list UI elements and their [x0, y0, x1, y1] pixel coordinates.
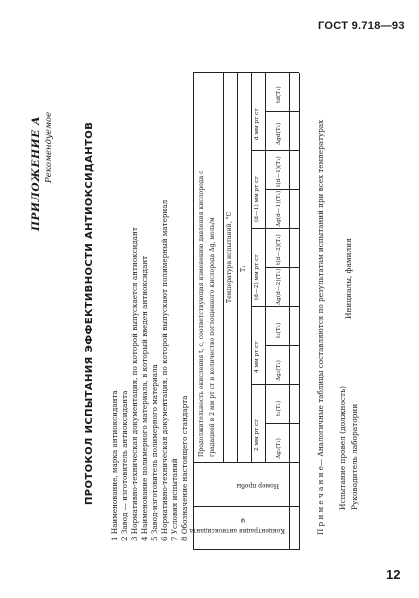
note-label: П р и м е ч а н и е: [316, 466, 325, 535]
note-text: — Аналогичные таблицы составляются по результатам испытаний при всех температурах: [316, 119, 325, 467]
protocol-item-3: 3 Нормативно-техническая документация, по которой выпускается антиоксидант: [130, 227, 139, 541]
signature-lab-head: Руководитель лаборатории: [350, 403, 359, 510]
appendix-subtitle: Рекомендуемое: [44, 111, 54, 183]
sub-header-dg-d-2: Δg(d—2)(T₁): [276, 268, 282, 305]
column-concentration-symbol: φ: [240, 517, 245, 524]
sub-header-t-d: td(T₁): [276, 86, 282, 103]
protocol-title: ПРОТОКОЛ ИСПЫТАНИЯ ЭФФЕКТИВНОСТИ АНТИОКСИДАНТОВ: [84, 121, 95, 505]
note-block: [317, 120, 324, 535]
sub-header-dg-d-1: Δg(d—1)(T₁): [276, 190, 282, 227]
pressure-header-d-2: (d—2) мм рт ст: [254, 254, 260, 300]
temperature-label: Температура испытаний, °С: [226, 211, 233, 303]
column-concentration: Концентрация антиоксиданта: [189, 527, 285, 534]
signature-tested-by: Испытание провел (должность): [338, 385, 347, 510]
temperature-symbol: T₁: [240, 265, 247, 272]
sub-header-t1: t₁(T₁): [276, 400, 282, 416]
protocol-item-6: 6 Нормативно-техническая документация, по которой выпускают полимерный материал: [160, 199, 169, 541]
table-header-desc-2: градацией в 2 мм рт ст и количество поглощенного кислорода Δg, моль/м: [209, 217, 216, 457]
page-number: 12: [386, 567, 401, 582]
pressure-header-2: 2 мм рт ст: [254, 419, 260, 451]
protocol-item-8: 8 Обозначение настоящего стандарта: [180, 395, 189, 541]
pressure-header-d-1: (d—1) мм рт ст: [254, 176, 260, 222]
column-sample-number: Номер пробы: [236, 482, 279, 489]
table-header-desc-1: Продолжительность окисления t, с, соответствующая изменению давления кислорода с: [198, 170, 205, 457]
pressure-header-4: 4 мм рт ст: [254, 341, 260, 373]
protocol-item-1: 1 Наименование, марка антиоксиданта: [110, 390, 119, 541]
protocol-item-2: 2 Завод — изготовитель антиоксиданта: [120, 390, 129, 541]
sub-header-dg1: Δg₁(T₁): [276, 438, 282, 459]
rotated-page-content: [27, 45, 379, 555]
sub-header-t-d-1: t(d—1)(T₁): [276, 156, 282, 187]
sub-header-dg-d: Δgd(T₁): [276, 122, 282, 145]
sub-header-t-d-2: t(d—2)(T₁): [276, 234, 282, 265]
appendix-title: ПРИЛОЖЕНИЕ А: [30, 115, 42, 231]
standard-header: ГОСТ 9.718—93: [318, 20, 405, 32]
pressure-header-d: d мм рт ст: [254, 108, 260, 140]
protocol-item-4: 4 Наименование полимерного материала, в который введен антиоксидант: [140, 255, 149, 541]
signature-initials: Инициалы, фамилия: [344, 238, 353, 319]
sub-header-dg2: Δg₂(T₁): [276, 360, 282, 381]
protocol-item-5: 5 Завод-изготовитель полимерного материала: [150, 364, 159, 541]
sub-header-t2: t₂(T₁): [276, 322, 282, 338]
protocol-item-7: 7 Условия испытаний: [170, 458, 179, 541]
